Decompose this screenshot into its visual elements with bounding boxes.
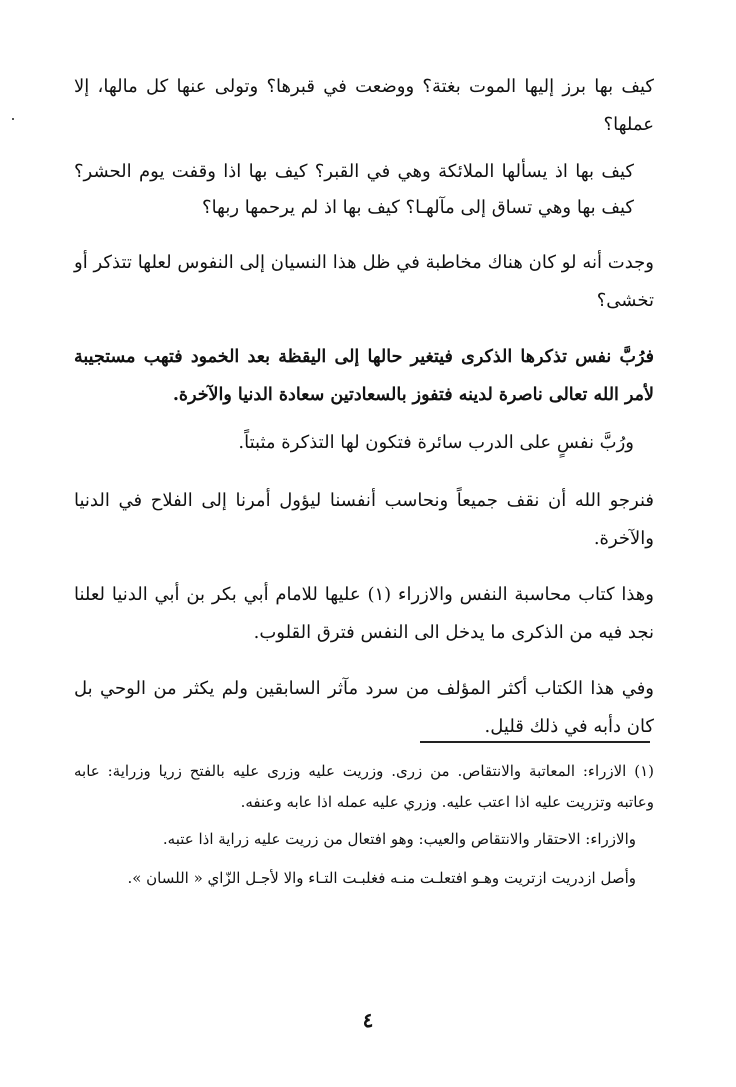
page-number: ٤ [362, 1008, 374, 1032]
footnote-1: (١) الازراء: المعاتبة والانتقاص. من زرى. وزريت عليه وزرى عليه بالفتح زريا وزراية: عابه وعاتبه وتزريت عليه اذا اعتب عليه. وزري عليه عمله اذا عابه وعنفه. [74, 762, 654, 811]
paragraph-1: كيف بها برز إليها الموت بغتة؟ ووضعت في قبرها؟ وتولى عنها كل مالها، إلا عملها؟ [74, 76, 654, 135]
scan-mark [12, 118, 14, 120]
paragraph-8: وفي هذا الكتاب أكثر المؤلف من سرد مآثر السابقين ولم يكثر من الوحي بل كان دأبه في ذلك قليل. [74, 678, 654, 737]
paragraph-5: ورُبَّ نفسٍ على الدرب سائرة فتكون لها التذكرة مثبتاً. [238, 432, 634, 453]
paragraph-7: وهذا كتاب محاسبة النفس والازراء (١) عليها للامام أبي بكر بن أبي الدنيا لعلنا نجد فيه من الذكرى ما يدخل الى النفس فترق القلوب. [74, 584, 654, 643]
footnote-separator [420, 741, 650, 743]
paragraph-2: كيف بها اذ يسألها الملائكة وهي في القبر؟ كيف بها اذا وقفت يوم الحشر؟ كيف بها وهي تساق إلى مآلهـا؟ كيف بها اذ لم يرحمها ربها؟ [74, 161, 634, 218]
footnotes [74, 756, 654, 894]
paragraph-4: فرُبَّ نفس تذكرها الذكرى فيتغير حالها إلى اليقظة بعد الخمود فتهب مستجيبة لأمر الله تعالى ناصرة لدينه فتفوز بالسعادتين سعادة الدنيا والآخرة. [74, 347, 654, 405]
footnote-3: وأصل ازدريت ازتريت وهـو افتعلـت منـه فغلبـت التـاء والا لأجـل الزّاي « اللسان ». [127, 869, 636, 887]
paragraph-6: فنرجو الله أن نقف جميعاً ونحاسب أنفسنا ليؤول أمرنا إلى الفلاح في الدنيا والآخرة. [74, 490, 654, 549]
paragraph-3: وجدت أنه لو كان هناك مخاطبة في ظل هذا النسيان إلى النفوس لعلها تتذكر أو تخشى؟ [74, 252, 654, 311]
footnote-2: والازراء: الاحتقار والانتقاص والعيب: وهو افتعال من زريت عليه زراية اذا عتبه. [162, 830, 636, 848]
body-text [74, 60, 654, 746]
